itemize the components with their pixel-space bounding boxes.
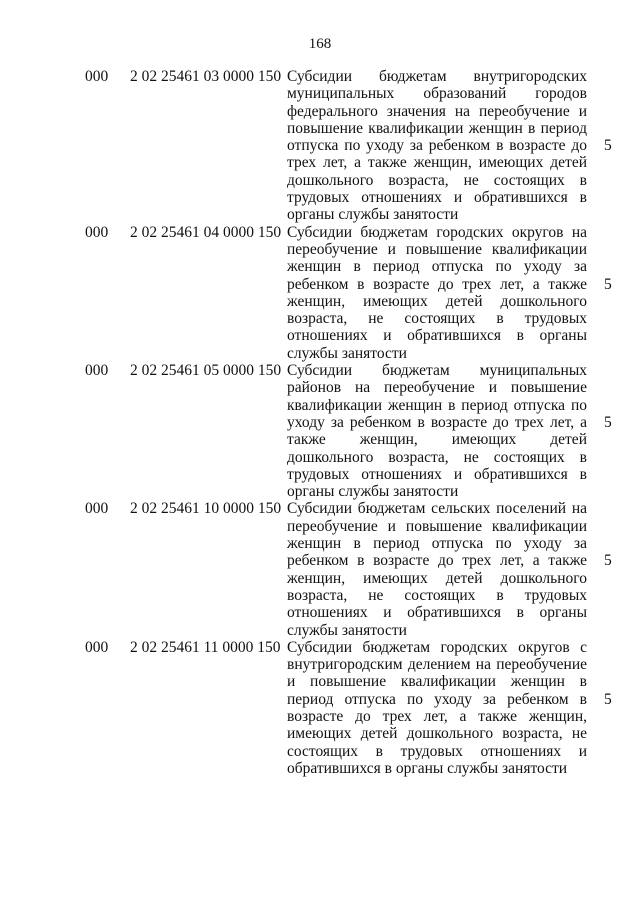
- table-row: [0, 639, 640, 777]
- row-value: 5: [604, 414, 612, 432]
- page-number: 168: [308, 36, 332, 52]
- table-row: [0, 224, 640, 362]
- table-row: [0, 500, 640, 638]
- row-description: Субсидии бюджетам городских округов на переобучение и повышение квалификации женщин в период отпуска по уходу за ребенком в возрасте до трех лет, а также женщин, имеющих детей дошкольного возраста, не состоящих в трудовых отношениях и обратившихся в органы службы занятости: [287, 223, 587, 362]
- kbk-code: 2 02 25461 10 0000 150: [130, 500, 282, 518]
- row-description: Субсидии бюджетам сельских поселений на переобучение и повышение квалификации женщин в период отпуска по уходу за ребенком в возрасте до трех лет, а также женщин, имеющих детей дошкольного возраста, не состоящих в трудовых отношениях и обратившихся в органы службы занятости: [287, 500, 587, 639]
- row-description: Субсидии бюджетам городских округов с внутригородским делением на переобучение и повышение квалификации женщин в период отпуска по уходу за ребенком в возрасте до трех лет, а также женщин, имеющих детей дошкольного возраста, не состоящих в трудовых отношениях и обратившихся в органы службы занятости: [287, 638, 587, 777]
- kbk-code: 2 02 25461 04 0000 150: [130, 223, 282, 241]
- table-row: [0, 362, 640, 500]
- budget-code-table: [0, 68, 640, 777]
- admin-code: 000: [85, 638, 109, 656]
- row-description: Субсидии бюджетам муниципальных районов на переобучение и повышение квалификации женщин в период отпуска по уходу за ребенком в возрасте до трех лет, а также женщин, имеющих детей дошкольного возраста, не состоящих в трудовых отношениях и обратившихся в органы службы занятости: [287, 362, 587, 501]
- admin-code: 000: [85, 223, 109, 241]
- admin-code: 000: [85, 500, 109, 518]
- table-row: [0, 68, 640, 224]
- admin-code: 000: [85, 362, 109, 380]
- row-value: 5: [604, 275, 612, 293]
- row-value: 5: [604, 137, 612, 154]
- row-description: Субсидии бюджетам внутригородских муниципальных образований городов федерального значения на переобучение и повышение квалификации женщин в период отпуска по уходу за ребенком в возрасте до трех лет, а также женщин, имеющих детей дошкольного возраста, не состоящих в трудовых отношениях и обратившихся в органы службы занятости: [287, 68, 587, 224]
- row-value: 5: [604, 552, 612, 570]
- row-value: 5: [604, 690, 612, 708]
- kbk-code: 2 02 25461 11 0000 150: [130, 638, 281, 656]
- admin-code: 000: [85, 68, 109, 85]
- kbk-code: 2 02 25461 05 0000 150: [130, 362, 282, 380]
- kbk-code: 2 02 25461 03 0000 150: [130, 68, 282, 85]
